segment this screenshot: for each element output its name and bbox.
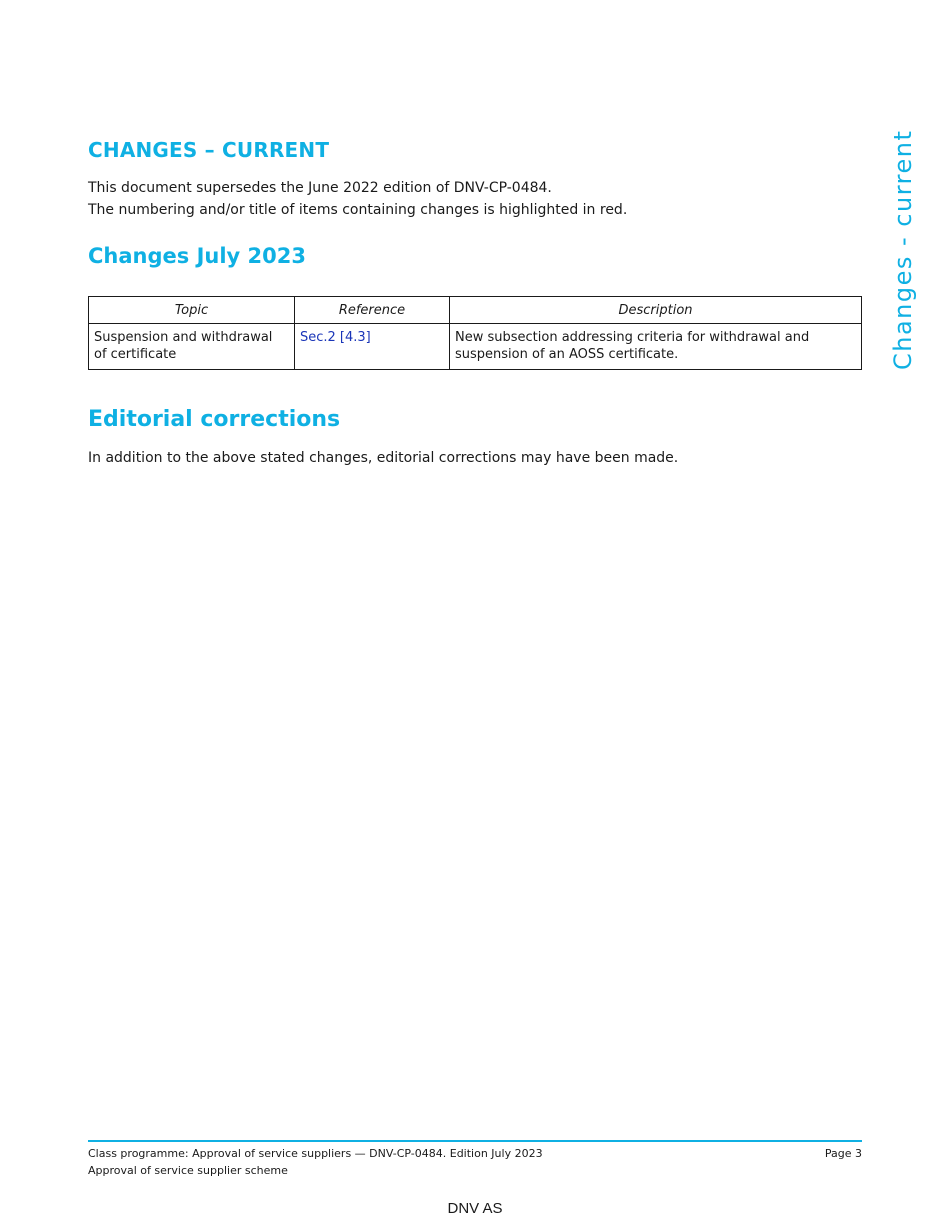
footer-document-subtitle: Approval of service supplier scheme: [88, 1164, 288, 1177]
changes-table: [88, 296, 862, 370]
editorial-heading: Editorial corrections: [88, 407, 341, 432]
side-section-label: Changes - current: [889, 129, 917, 370]
intro-highlight-note: The numbering and/or title of items containing changes is highlighted in red.: [88, 202, 628, 218]
editorial-text: In addition to the above stated changes, editorial corrections may have been made.: [88, 450, 679, 466]
table-header-description: Description: [450, 297, 862, 324]
footer-divider: [88, 1140, 862, 1142]
company-name: DNV AS: [447, 1200, 503, 1217]
footer-document-title: Class programme: Approval of service suppliers — DNV-CP-0484. Edition July 2023: [88, 1147, 543, 1160]
table-header-row: [89, 297, 862, 324]
page-number: Page 3: [824, 1147, 862, 1160]
table-cell-reference: [295, 324, 450, 370]
changes-heading: Changes July 2023: [88, 244, 306, 268]
page-title: CHANGES – CURRENT: [88, 138, 330, 162]
table-cell-description: New subsection addressing criteria for withdrawal and suspension of an AOSS certificate.: [450, 324, 862, 370]
table-header-reference: Reference: [295, 297, 450, 324]
table-cell-topic: Suspension and withdrawal of certificate: [89, 324, 295, 370]
reference-link[interactable]: Sec.2 [4.3]: [300, 330, 371, 345]
table-row: [89, 324, 862, 370]
table-header-topic: Topic: [89, 297, 295, 324]
intro-supersedes-text: This document supersedes the June 2022 edition of DNV-CP-0484.: [88, 180, 552, 196]
